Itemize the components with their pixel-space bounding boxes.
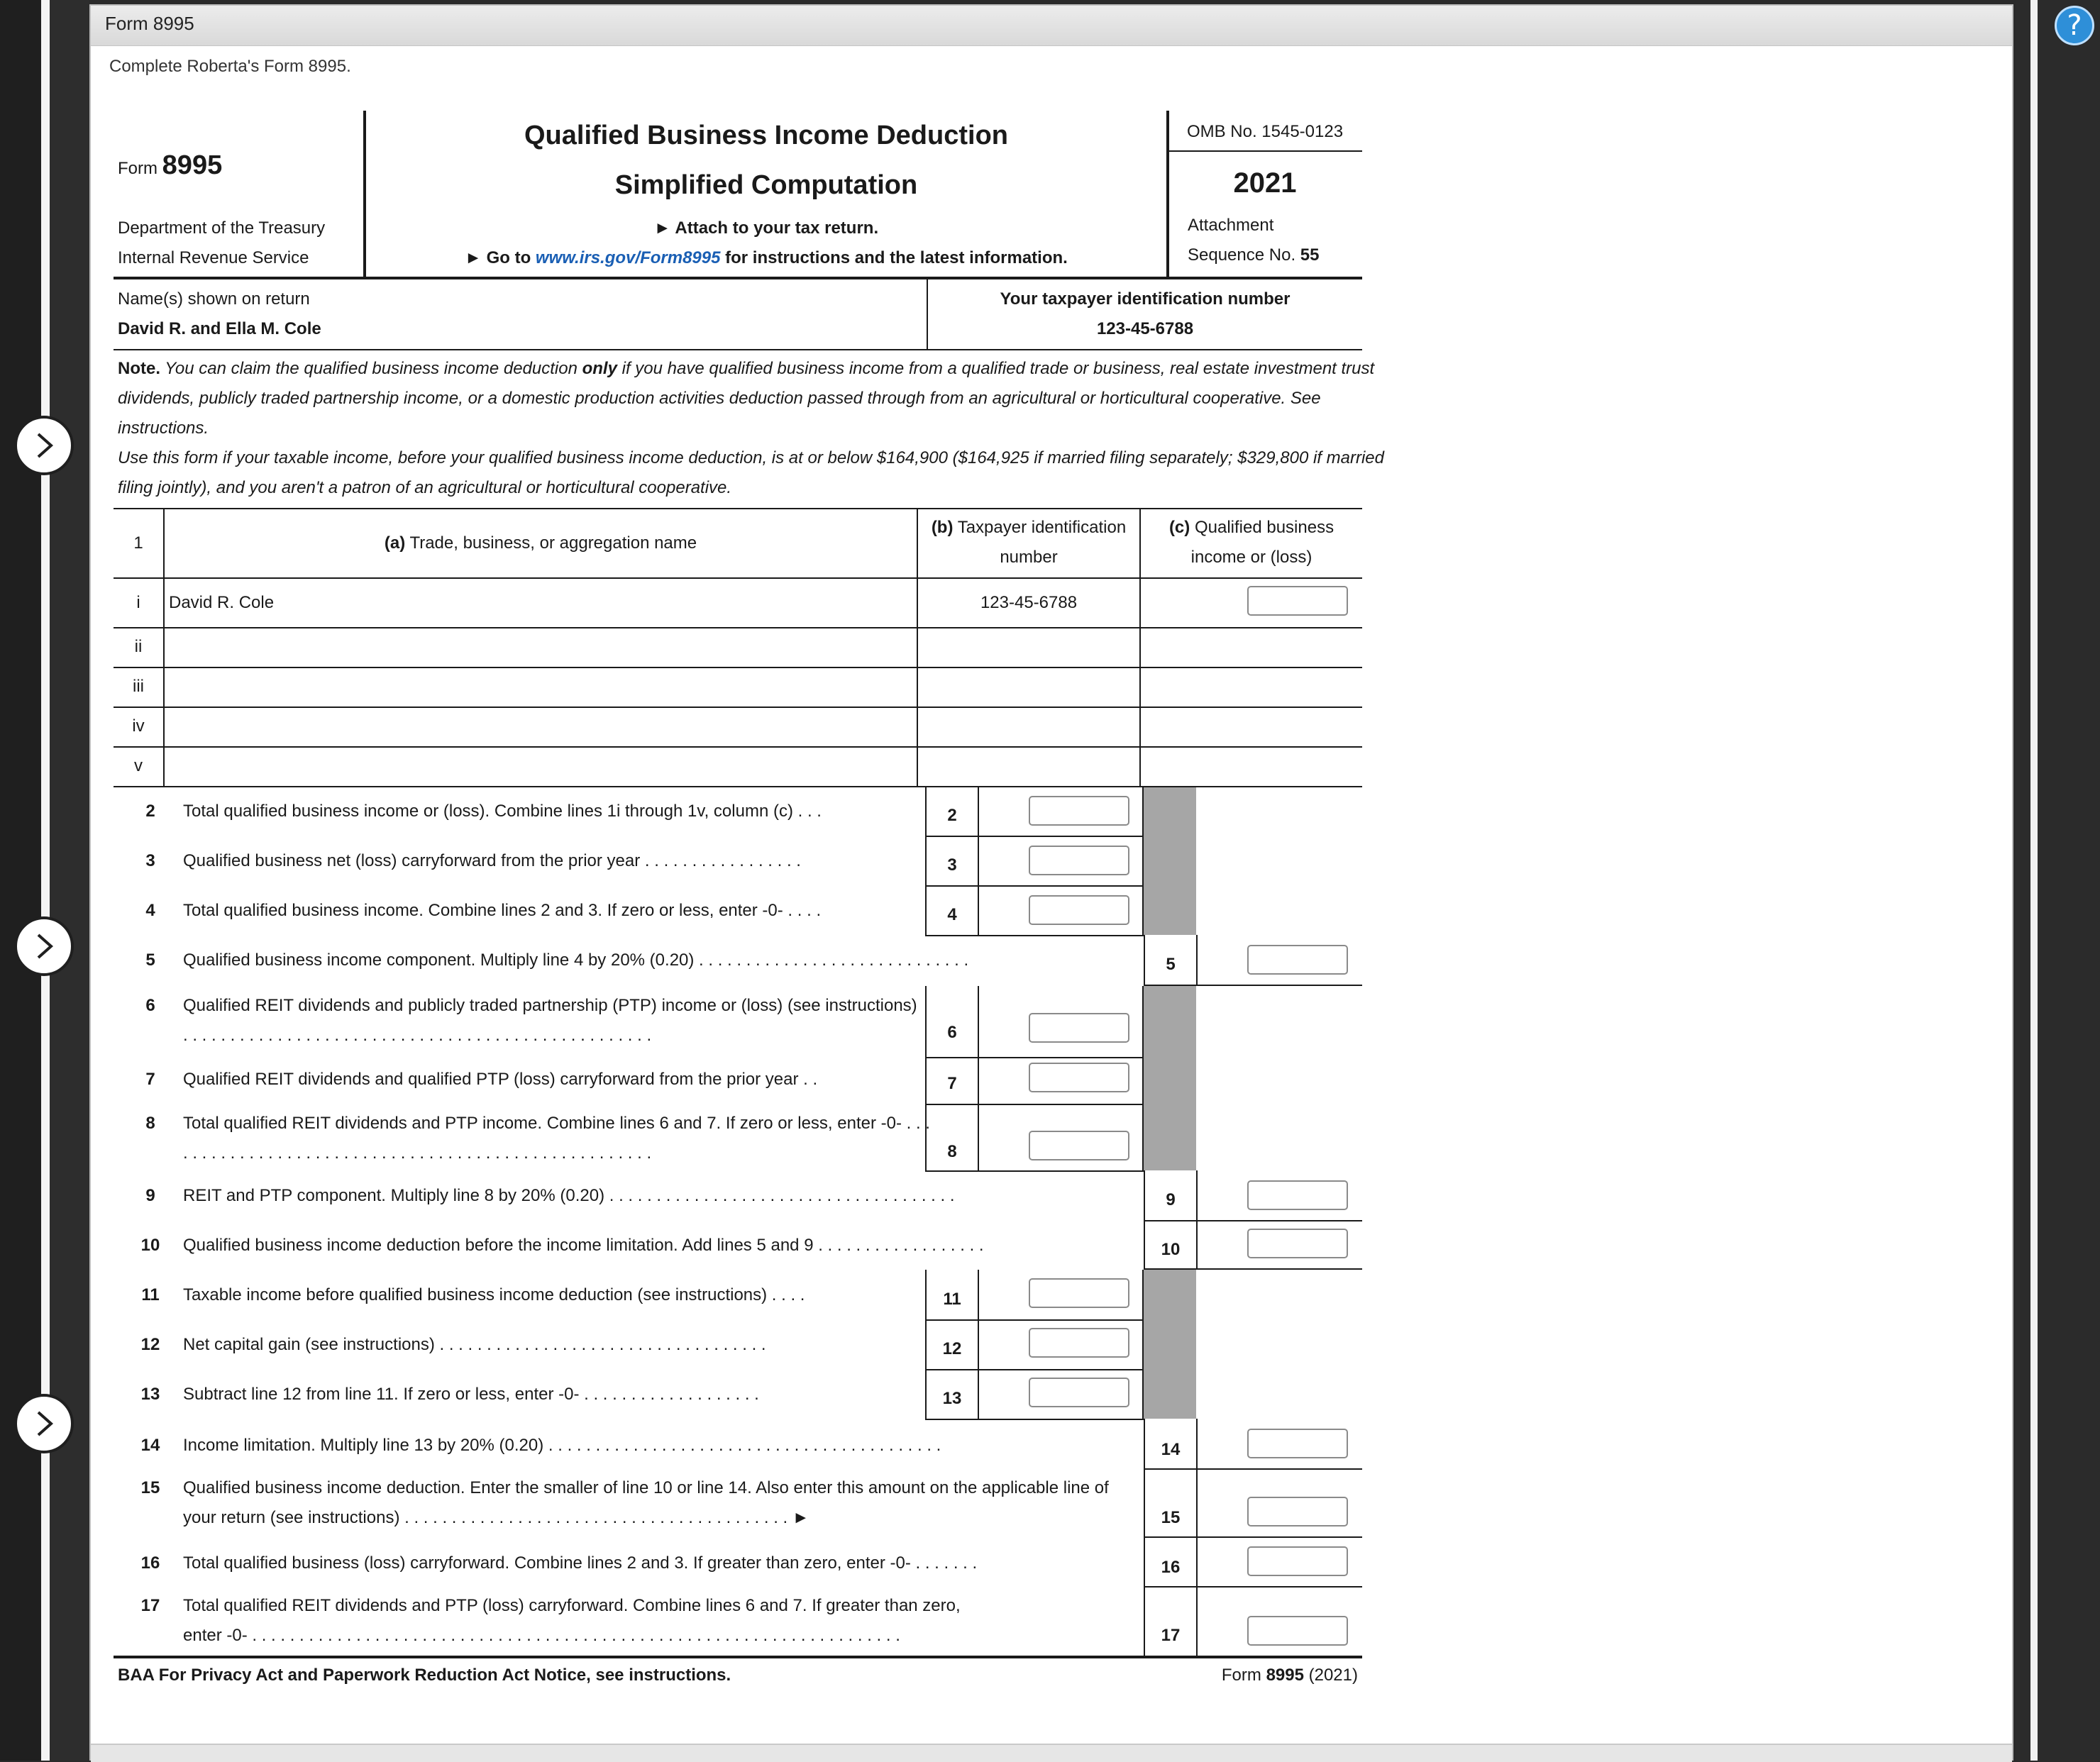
table-row-rule [114,667,1362,668]
dialog-header [91,6,2012,46]
line-10-num: 10 [140,1236,160,1255]
line-14-text: Income limitation. Multiply line 13 by 20% (0.20) . . . . . . . . . . . . . . . . . . . . . . . . . . . . . . . . . . . . . . . . . . [183,1436,941,1455]
inner-row-rule [925,1319,1144,1321]
line-9-num: 9 [145,1186,155,1205]
right-row-rule [1144,1220,1362,1221]
line-15-input[interactable] [1247,1497,1348,1526]
line-6-leader: . . . . . . . . . . . . . . . . . . . . . . . . . . . . . . . . . . . . . . . . . . . . . . . . . . [183,1026,652,1045]
line-12-num: 12 [140,1335,160,1354]
line-5-box: 5 [1166,955,1176,974]
line-8-num: 8 [145,1114,155,1133]
line-4-text: Total qualified business income. Combine lines 2 and 3. If zero or less, enter -0- . . . . [183,901,822,920]
line-11-num: 11 [141,1285,160,1304]
line-17-box: 17 [1161,1626,1181,1645]
inner-box-mid [978,986,979,1170]
line-12-box: 12 [942,1339,962,1358]
goto-note: ► Go to www.irs.gov/Form8995 for instructions and the latest information. [465,248,1068,267]
line-14-num: 14 [140,1436,160,1455]
line-16-num: 16 [140,1553,160,1573]
inner-box-right [1142,986,1144,1170]
col-b-header: (b) Taxpayer identification [931,518,1127,537]
line-4-num: 4 [145,901,155,920]
line-11-box: 11 [943,1290,961,1309]
line-2-input[interactable] [1029,796,1129,826]
table-row-roman: ii [134,637,143,656]
line-15-text-2: your return (see instructions) . . . . . . . . . . . . . . . . . . . . . . . . . . . . . . . . . . . . . . . . . ► [183,1508,809,1527]
privacy-notice: BAA For Privacy Act and Paperwork Reduction Act Notice, see instructions. [118,1666,731,1685]
line-11-input[interactable] [1029,1278,1129,1308]
table-row-roman: v [134,756,143,775]
dialog-title: Form 8995 [105,13,194,34]
line-6-box: 6 [947,1023,957,1042]
line-16-box: 16 [1161,1558,1181,1577]
inner-row-rule [925,836,1144,837]
expand-arrow-3[interactable] [14,1394,74,1453]
inner-row-rule [925,1170,1144,1172]
tin-label: Your taxpayer identification number [1000,289,1291,309]
left-panel-divider [41,0,50,1761]
line-6-input[interactable] [1029,1013,1129,1043]
inner-box-mid [978,1270,979,1419]
form-subtitle: Simplified Computation [614,170,918,200]
table-row-roman: iv [132,716,145,736]
inner-row-rule [925,935,1144,936]
shaded-area [1144,1270,1196,1419]
use-line-1: Use this form if your taxable income, before your qualified business income deduction, is at or below $164,900 ($164,925 if married filing separately; $329,800 if married [118,448,1384,467]
line-15-text: Qualified business income deduction. Enter the smaller of line 10 or line 14. Also enter this amount on the applicable line of [183,1478,1109,1497]
line-13-box: 13 [942,1389,962,1408]
col-c-header-2: income or (loss) [1190,548,1312,567]
dept-treasury: Department of the Treasury [118,218,326,238]
inner-row-rule [925,1419,1144,1420]
line-14-input[interactable] [1247,1429,1348,1458]
line-14-box: 14 [1161,1440,1181,1459]
table-header-rule [114,577,1362,579]
inner-row-rule [925,1369,1144,1370]
line-2-text: Total qualified business income or (loss). Combine lines 1i through 1v, column (c) . . . [183,802,822,821]
table-row-name: David R. Cole [169,593,275,612]
note-line-3: instructions. [118,419,209,438]
line-16-text: Total qualified business (loss) carryforward. Combine lines 2 and 3. If greater than zero, enter -0- . . . . . . . [183,1553,978,1573]
line-12-input[interactable] [1029,1328,1129,1358]
line-6-num: 6 [145,996,155,1015]
inner-box-right [1142,1270,1144,1419]
omb-divider [1168,150,1362,152]
inner-row-rule [925,1104,1144,1105]
note-line-2: dividends, publicly traded partnership income, or a domestic production activities deduction passed through from an agricultural or horticultural cooperative. See [118,389,1321,408]
chevron-right-icon [28,1408,60,1439]
table-row-roman: iii [133,677,144,696]
table-row-roman: i [136,593,140,612]
expand-arrow-1[interactable] [14,416,74,475]
line-2-num: 2 [145,802,155,821]
line-13-input[interactable] [1029,1378,1129,1407]
right-box-divider [1196,935,1198,986]
shaded-area [1144,986,1196,1170]
form-bottom-rule [114,1656,1362,1658]
name-row-rule [114,349,1362,350]
attach-note: ► Attach to your tax return. [653,218,879,238]
line-5-num: 5 [145,951,155,970]
table-row-rule [114,746,1362,748]
right-row-rule [1144,1536,1362,1538]
line-12-text: Net capital gain (see instructions) . . . . . . . . . . . . . . . . . . . . . . . . . . . . . . . . . . . [183,1335,766,1354]
tin-value: 123-45-6788 [1096,319,1194,338]
line-8-input[interactable] [1029,1131,1129,1160]
line-7-text: Qualified REIT dividends and qualified PTP (loss) carryforward from the prior year . . [183,1070,818,1089]
line-7-input[interactable] [1029,1063,1129,1092]
line-13-num: 13 [140,1385,160,1404]
line-5-input[interactable] [1247,945,1348,975]
table-row-rule [114,627,1362,628]
line-7-num: 7 [145,1070,155,1089]
line-17-input[interactable] [1247,1616,1348,1646]
line-13-text: Subtract line 12 from line 11. If zero or less, enter -0- . . . . . . . . . . . . . . . . . . . [183,1385,759,1404]
line-8-box: 8 [947,1142,957,1161]
dept-irs: Internal Revenue Service [118,248,309,267]
line-3-num: 3 [145,851,155,870]
right-row-rule [1144,1586,1362,1588]
dialog-footer [91,1744,2012,1762]
form-footer-id: Form 8995 (2021) [1221,1666,1358,1685]
attachment-label: Attachment [1188,216,1274,235]
note-line-1: Note. You can claim the qualified business income deduction only if you have qualified business income from a qualified trade or business, real estate investment trust [118,359,1375,378]
line-10-box: 10 [1161,1240,1181,1259]
row-i-income-input[interactable] [1247,586,1348,616]
line-2-box: 2 [947,806,957,825]
names-label: Name(s) shown on return [118,289,310,309]
right-panel [2016,0,2100,1761]
help-icon[interactable]: ? [2055,6,2094,45]
names-value: David R. and Ella M. Cole [118,319,321,338]
col-b-header-2: number [1000,548,1058,567]
line-15-box: 15 [1161,1508,1181,1527]
line-6-text: Qualified REIT dividends and publicly traded partnership (PTP) income or (loss) (see instructions) [183,996,917,1015]
line-9-box: 9 [1166,1190,1176,1209]
col-a-header: (a) Trade, business, or aggregation name [384,533,697,553]
right-row-rule [1144,1468,1362,1470]
line-8-leader: . . . . . . . . . . . . . . . . . . . . . . . . . . . . . . . . . . . . . . . . . . . . . . . . . . [183,1143,652,1163]
form-title: Qualified Business Income Deduction [524,121,1008,150]
table-row-tin: 123-45-6788 [980,593,1078,612]
table-row-rule [114,707,1362,708]
expand-arrow-2[interactable] [14,916,74,976]
line-3-text: Qualified business net (loss) carryforward from the prior year . . . . . . . . . . . . . . . . . [183,851,801,870]
line-9-input[interactable] [1247,1180,1348,1210]
use-line-2: filing jointly), and you aren't a patron of an agricultural or horticultural cooperative. [118,478,732,497]
table-line-no: 1 [133,533,143,553]
scrollbar-track[interactable] [2030,0,2038,1761]
line-17-text-2: enter -0- . . . . . . . . . . . . . . . . . . . . . . . . . . . . . . . . . . . . . . . . . . . . . . . . . . . . . . . . . . . . . . . . . . . . . [183,1626,900,1645]
line-10-text: Qualified business income deduction before the income limitation. Add lines 5 and 9 . . . . . . . . . . . . . . . . . . [183,1236,984,1255]
table-top-rule [114,508,1362,509]
line-11-text: Taxable income before qualified business income deduction (see instructions) . . . . [183,1285,805,1304]
inner-row-rule [925,1057,1144,1058]
col-c-header: (c) Qualified business [1168,518,1334,537]
sequence-label: Sequence No. 55 [1188,245,1320,265]
inner-box-right [1142,787,1144,935]
line-15-num: 15 [140,1478,160,1497]
inner-row-rule [925,885,1144,887]
omb-number: OMB No. 1545-0123 [1186,122,1344,141]
right-row-rule [1144,985,1362,986]
line-16-input[interactable] [1247,1546,1348,1576]
instruction-text: Complete Roberta's Form 8995. [109,57,351,76]
line-3-input[interactable] [1029,846,1129,875]
line-4-input[interactable] [1029,895,1129,925]
form-label: Form 8995 [118,150,223,180]
chevron-right-icon [28,931,60,962]
inner-box-mid [978,787,979,935]
line-9-text: REIT and PTP component. Multiply line 8 by 20% (0.20) . . . . . . . . . . . . . . . . . . . . . . . . . . . . . . . . . . . . . [183,1186,955,1205]
line-17-text: Total qualified REIT dividends and PTP (loss) carryforward. Combine lines 6 and 7. If greater than zero, [183,1596,961,1615]
header-bottom-rule [114,277,1362,279]
right-row-rule [1144,1268,1362,1270]
shaded-area [1144,787,1196,935]
line-7-box: 7 [947,1074,957,1093]
line-3-box: 3 [947,855,957,875]
line-8-text: Total qualified REIT dividends and PTP income. Combine lines 6 and 7. If zero or less, enter -0- . . . [183,1114,930,1133]
line-5-text: Qualified business income component. Multiply line 4 by 20% (0.20) . . . . . . . . . . . . . . . . . . . . . . . . . . . . . [183,951,969,970]
left-panel [0,0,41,1761]
irs-link[interactable]: www.irs.gov/Form8995 [535,248,721,267]
tax-year: 2021 [1233,167,1297,199]
line-10-input[interactable] [1247,1229,1348,1258]
line-17-num: 17 [140,1596,160,1615]
left-gutter [50,0,89,1761]
chevron-right-icon [28,430,60,461]
line-4-box: 4 [947,905,957,924]
